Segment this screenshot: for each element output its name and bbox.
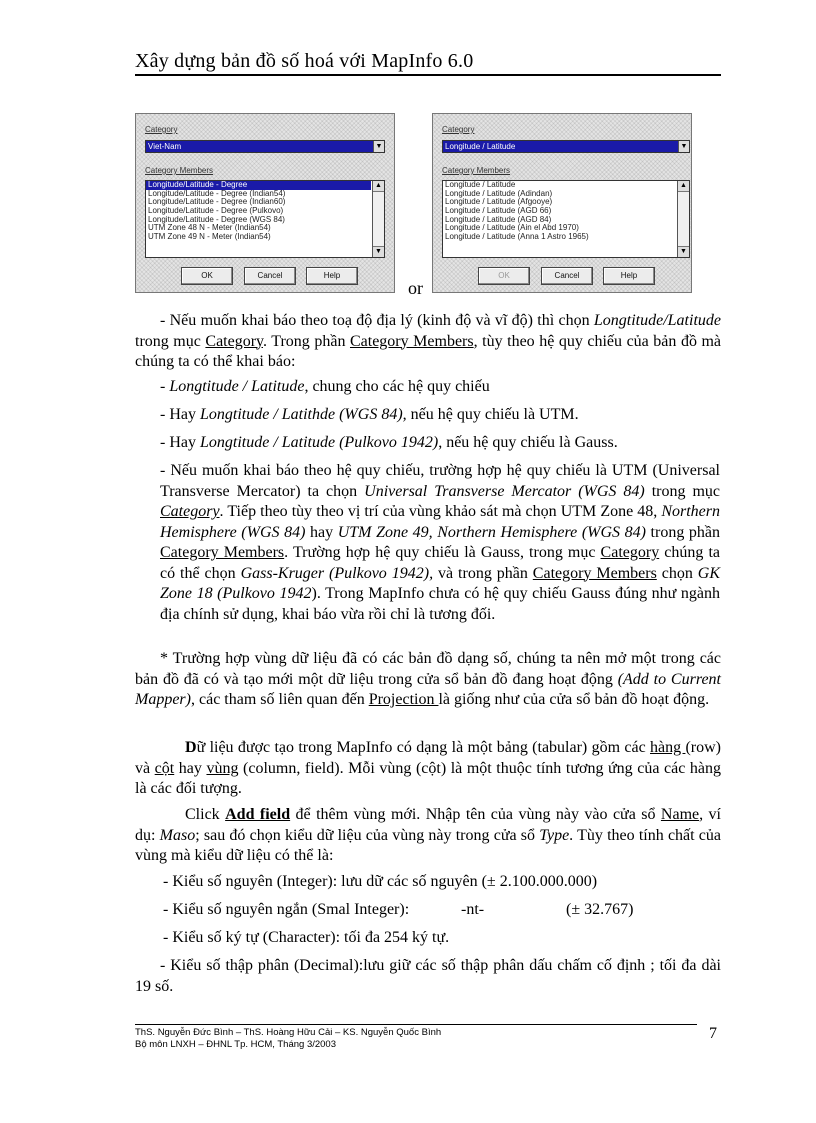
text: chọn bbox=[656, 564, 698, 582]
text: -nt- bbox=[461, 901, 485, 918]
scroll-up-icon[interactable]: ▲ bbox=[373, 181, 384, 192]
text: , tùy theo hệ quy chiếu của bản đồ mà chúng ta có thể khai báo: bbox=[135, 332, 722, 370]
term-category-members: Category Members bbox=[532, 564, 657, 582]
type-decimal: - Kiểu số thập phân (Decimal):lưu giữ các số thập phân dấu chấm cố định ; tối đa dài 19 số. bbox=[135, 957, 721, 995]
category-label: Category bbox=[442, 125, 475, 134]
term: (Add to Current Mapper) bbox=[135, 670, 722, 708]
page-number: 7 bbox=[709, 1025, 717, 1042]
category-select-value: Viet-Nam bbox=[148, 142, 182, 151]
text: . Tiếp theo tùy theo vị trí của vùng khảo sát mà chọn UTM Zone 48, bbox=[219, 503, 662, 520]
footer-authors: ThS. Nguyễn Đức Bình – ThS. Hoàng Hữu Cải – KS. Nguyễn Quốc Bình bbox=[135, 1027, 442, 1038]
text: , nếu hệ quy chiếu là Gauss. bbox=[438, 434, 618, 451]
list-item[interactable]: Longitude / Latitude (AGD 84) bbox=[445, 215, 552, 224]
ok-button[interactable]: OK bbox=[478, 267, 530, 285]
projection-dialog-right bbox=[432, 113, 692, 293]
term-category: Category bbox=[205, 332, 264, 350]
category-select-value: Longitude / Latitude bbox=[445, 142, 516, 151]
paragraph-add-field bbox=[135, 805, 721, 867]
text: ; sau đó chọn kiểu dữ liệu của vùng này trong cửa sổ bbox=[195, 826, 540, 844]
cancel-button[interactable]: Cancel bbox=[541, 267, 593, 285]
text: là giống như của cửa sổ bản đồ hoạt động. bbox=[438, 691, 710, 708]
text: - Kiểu số nguyên ngắn (Smal Integer): bbox=[163, 901, 410, 918]
term-category-members: Category Members bbox=[160, 544, 285, 561]
term-add-field: Add field bbox=[225, 806, 291, 823]
category-label: Category bbox=[145, 125, 178, 134]
term: Longtitude / Latitude (Pulkovo 1942) bbox=[199, 434, 439, 451]
text: nếu hệ quy chiếu là UTM. bbox=[406, 406, 579, 423]
category-select[interactable] bbox=[145, 140, 385, 153]
text: , ví dụ: bbox=[135, 806, 722, 844]
term-column: cột bbox=[154, 759, 175, 777]
text: ữ liệu được tạo trong MapInfo có dạng là một bảng (tabular) gồm các bbox=[196, 739, 651, 756]
text: D bbox=[185, 739, 197, 756]
text: trong phần bbox=[645, 523, 720, 541]
text: chúng ta có thể chọn bbox=[160, 544, 721, 582]
or-text: or bbox=[408, 278, 423, 298]
list-item[interactable]: UTM Zone 49 N - Meter (Indian54) bbox=[148, 233, 271, 242]
text: hay bbox=[305, 523, 338, 541]
term: GK Zone 18 (Pulkovo 1942 bbox=[160, 564, 721, 602]
footer-department: Bộ môn LNXH – ĐHNL Tp. HCM, Tháng 3/2003 bbox=[135, 1039, 337, 1050]
text: để thêm vùng mới. Nhập tên của vùng này vào cửa sổ bbox=[290, 806, 661, 823]
paragraph-tabular bbox=[135, 738, 721, 800]
text: (± 32.767) bbox=[566, 901, 634, 918]
text: hay bbox=[174, 759, 207, 777]
chevron-down-icon[interactable]: ▼ bbox=[373, 141, 384, 152]
paragraph-projection bbox=[160, 461, 720, 625]
paragraph-geographic bbox=[135, 311, 721, 373]
category-members-label: Category Members bbox=[442, 166, 511, 175]
term-category: Category bbox=[600, 544, 660, 561]
list-line-1 bbox=[160, 377, 720, 398]
list-item[interactable]: Longitude/Latitude - Degree bbox=[146, 181, 371, 190]
type-integer: - Kiểu số nguyên (Integer): lưu dữ các số nguyên (± 2.100.000.000) bbox=[163, 873, 598, 890]
list-item[interactable]: Longitude/Latitude - Degree (Indian60) bbox=[148, 198, 286, 207]
text: - Nếu muốn khai báo theo hệ quy chiếu, trường hợp hệ quy chiếu là UTM (Universal Transverse Mercator) ta chọn bbox=[160, 462, 720, 500]
list-item[interactable]: Longitude/Latitude - Degree (WGS 84) bbox=[148, 215, 285, 224]
term-name: Name bbox=[660, 806, 700, 823]
term-projection: Projection bbox=[368, 691, 439, 708]
list-scrollbar[interactable] bbox=[677, 181, 689, 257]
list-item[interactable]: Longitude / Latitude (Ain el Abd 1970) bbox=[445, 224, 579, 233]
term: Type bbox=[539, 826, 570, 844]
text: (row) và bbox=[135, 739, 721, 777]
term-category: Category bbox=[160, 503, 220, 520]
category-members-list[interactable] bbox=[442, 180, 690, 258]
text: trong mục bbox=[644, 482, 721, 500]
text: * Trường hợp vùng dữ liệu đã có các bản đồ dạng số, chúng ta nên mở một trong các bản đồ đã có và tạo mới một dữ liệu trong cửa sổ bản đồ đang hoạt động bbox=[135, 650, 721, 688]
list-item[interactable]: UTM Zone 48 N - Meter (Indian54) bbox=[148, 224, 271, 233]
term-category-members: Category Members bbox=[349, 332, 474, 350]
text: và trong phần bbox=[433, 564, 533, 582]
list-item[interactable]: Longitude / Latitude (Adindan) bbox=[445, 189, 553, 198]
scroll-up-icon[interactable]: ▲ bbox=[678, 181, 689, 192]
term-row: hàng bbox=[650, 739, 686, 756]
list-item[interactable]: Longitude/Latitude - Degree (Indian54) bbox=[148, 189, 286, 198]
type-small-integer bbox=[163, 900, 721, 921]
text: - Hay bbox=[160, 406, 200, 423]
category-members-label: Category Members bbox=[145, 166, 214, 175]
ok-button[interactable]: OK bbox=[181, 267, 233, 285]
type-character: - Kiểu số ký tự (Character): tối đa 254 ký tự. bbox=[163, 929, 450, 946]
term: Universal Transverse Mercator (WGS 84) bbox=[364, 482, 645, 500]
term: Gass-Kruger (Pulkovo 1942), bbox=[240, 564, 434, 582]
text: - bbox=[160, 378, 170, 395]
projection-dialog-left bbox=[135, 113, 395, 293]
text: trong mục bbox=[135, 332, 206, 350]
text: Click bbox=[185, 806, 226, 823]
text: - Nếu muốn khai báo theo toạ độ địa lý (kinh độ và vĩ độ) thì chọn bbox=[160, 312, 594, 329]
category-members-list[interactable] bbox=[145, 180, 385, 258]
term-field: vùng bbox=[206, 759, 239, 777]
help-button[interactable]: Help bbox=[603, 267, 655, 285]
text: . Trường hợp hệ quy chiếu là Gauss, trong mục bbox=[284, 544, 601, 561]
text: , chung cho các hệ quy chiếu bbox=[304, 378, 490, 395]
header-rule bbox=[135, 74, 721, 76]
text: , các tham số liên quan đến bbox=[190, 691, 369, 708]
term: Longtitude / Latitude bbox=[169, 378, 305, 395]
chevron-down-icon[interactable]: ▼ bbox=[678, 141, 689, 152]
list-scrollbar[interactable] bbox=[372, 181, 384, 257]
scroll-down-icon[interactable]: ▼ bbox=[373, 246, 384, 257]
text: ). Trong MapInfo chưa có hệ quy chiếu Gauss đúng như ngành địa chính sử dụng, khai báo vừa rồi chỉ là tương đối. bbox=[160, 585, 721, 623]
list-item[interactable]: Longitude/Latitude - Degree (Pulkovo) bbox=[148, 207, 284, 216]
term: UTM Zone 49, Northern Hemisphere (WGS 84) bbox=[337, 523, 646, 541]
list-item[interactable]: Longitude / Latitude (Afgooye) bbox=[445, 198, 553, 207]
category-select[interactable] bbox=[442, 140, 690, 153]
text: . Tùy theo tính chất của vùng mà kiểu dữ liệu có thể là: bbox=[135, 826, 722, 864]
term: Longtitude / Latithde (WGS 84), bbox=[199, 406, 407, 423]
term: Maso bbox=[159, 826, 196, 844]
term: Longtitude/Latitude bbox=[593, 312, 721, 329]
list-item[interactable]: Longitude / Latitude (AGD 66) bbox=[445, 207, 552, 216]
text: (column, field). Mỗi vùng (cột) là một thuộc tính tương ứng của các hàng là các đối tượng. bbox=[135, 759, 721, 797]
cancel-button[interactable]: Cancel bbox=[244, 267, 296, 285]
scroll-down-icon[interactable]: ▼ bbox=[678, 246, 689, 257]
list-item[interactable]: Longitude / Latitude bbox=[445, 181, 516, 189]
list-line-2 bbox=[160, 405, 720, 426]
footer-rule bbox=[135, 1024, 697, 1025]
text: - Hay bbox=[160, 434, 200, 451]
text: . Trong phần bbox=[263, 332, 350, 350]
help-button[interactable]: Help bbox=[306, 267, 358, 285]
term: Northern Hemisphere (WGS 84) bbox=[160, 503, 720, 541]
paragraph-existing-maps bbox=[135, 649, 721, 711]
list-item[interactable]: Longitude / Latitude (Anna 1 Astro 1965) bbox=[445, 233, 589, 242]
running-header-title: Xây dựng bản đồ số hoá với MapInfo 6.0 bbox=[135, 50, 474, 72]
list-line-3 bbox=[160, 433, 720, 454]
